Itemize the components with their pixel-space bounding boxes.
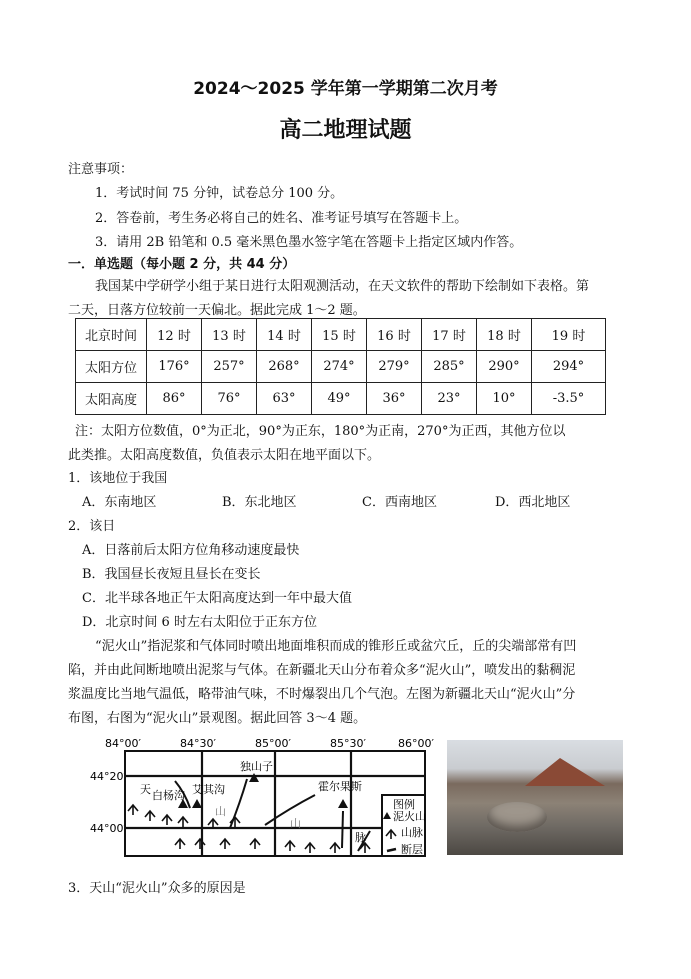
photo-mountain	[525, 758, 605, 786]
table-cell: 268°	[257, 351, 312, 383]
table-cell: 12 时	[147, 319, 202, 351]
table-cell: 15 时	[312, 319, 367, 351]
option: A．东南地区	[82, 495, 157, 510]
intro-line: “泥火山”指泥浆和气体同时喷出地面堆积而成的锥形丘或盆穴丘，丘的尖端部常有凹	[95, 639, 577, 654]
range-char: 山	[290, 817, 301, 830]
place-label: 霍尔果斯	[318, 780, 362, 793]
table-cell: -3.5°	[532, 383, 606, 415]
table-cell: 10°	[477, 383, 532, 415]
intro-line: 浆温度比当地气温低，略带油气味，不时爆裂出几个气泡。左图为新疆北天山“泥火山”分	[68, 687, 576, 702]
table-cell: 285°	[422, 351, 477, 383]
table-cell: 太阳高度	[76, 383, 147, 415]
table-cell: 23°	[422, 383, 477, 415]
table-cell: 176°	[147, 351, 202, 383]
option: B．我国昼长夜短且昼长在变长	[82, 567, 261, 582]
legend-mountain: 山脉	[401, 826, 423, 839]
table-cell: 北京时间	[76, 319, 147, 351]
legend-mud: 泥火山	[393, 810, 426, 823]
range-char: 山	[215, 805, 226, 818]
lon-label: 84°30′	[180, 737, 216, 750]
exam-title: 2024～2025 学年第一学期第二次月考	[193, 79, 498, 99]
note-item: 3．请用 2B 铅笔和 0.5 毫米黑色墨水签字笔在答题卡上指定区域内作答。	[95, 235, 523, 250]
table-cell: 49°	[312, 383, 367, 415]
note-item: 2．答卷前，考生务必将自己的姓名、准考证号填写在答题卡上。	[95, 211, 468, 226]
table-cell: 18 时	[477, 319, 532, 351]
table-cell: 36°	[367, 383, 422, 415]
option: D．西北地区	[495, 495, 571, 510]
place-label: 独山子	[240, 760, 273, 773]
place-label: 艾其沟	[192, 783, 225, 796]
table-note: 注：太阳方位数值，0°为正北，90°为正东，180°为正南，270°为正西，其他方位以	[75, 424, 566, 439]
intro-line: 布图，右图为“泥火山”景观图。据此回答 3～4 题。	[68, 711, 367, 726]
table-cell: 294°	[532, 351, 606, 383]
table-cell: 太阳方位	[76, 351, 147, 383]
table-note: 此类推。太阳高度数值，负值表示太阳在地平面以下。	[68, 448, 381, 463]
table-cell: 17 时	[422, 319, 477, 351]
place-label: 白杨沟	[152, 789, 185, 802]
note-item: 1．考试时间 75 分钟，试卷总分 100 分。	[95, 186, 344, 201]
section-heading: 一．单选题（每小题 2 分，共 44 分）	[68, 257, 296, 272]
question-stem: 3．天山“泥火山”众多的原因是	[68, 881, 246, 896]
lat-label: 44°00′	[90, 822, 126, 835]
table-cell: 13 时	[202, 319, 257, 351]
table-cell: 86°	[147, 383, 202, 415]
exam-subtitle: 高二地理试题	[279, 118, 412, 143]
legend-fault: 断层	[401, 843, 423, 856]
table-cell: 63°	[257, 383, 312, 415]
option: B．东北地区	[222, 495, 297, 510]
table-row	[76, 383, 606, 415]
mud-volcano-photo	[447, 740, 623, 855]
range-char: 脉	[355, 831, 366, 844]
range-char: 天	[140, 783, 151, 796]
lat-label: 44°20′	[90, 770, 126, 783]
grid-lines	[125, 751, 425, 856]
mud-volcano-map	[90, 733, 445, 863]
lon-label: 85°00′	[255, 737, 291, 750]
lon-label: 86°00′	[398, 737, 434, 750]
table-row	[76, 351, 606, 383]
option: D．北京时间 6 时左右太阳位于正东方位	[82, 615, 317, 630]
table-cell: 14 时	[257, 319, 312, 351]
table-cell: 19 时	[532, 319, 606, 351]
table-cell: 279°	[367, 351, 422, 383]
table-cell: 257°	[202, 351, 257, 383]
question-stem: 2．该日	[68, 519, 116, 534]
option: A．日落前后太阳方位角移动速度最快	[82, 543, 300, 558]
intro-line: 陷，并由此间断地喷出泥浆与气体。在新疆北天山分布着众多“泥火山”，喷发出的黏稠泥	[68, 663, 576, 678]
lon-label: 85°30′	[330, 737, 366, 750]
notes-heading: 注意事项：	[68, 162, 134, 177]
table-cell: 290°	[477, 351, 532, 383]
table-cell: 16 时	[367, 319, 422, 351]
lon-label: 84°00′	[105, 737, 141, 750]
option: C．西南地区	[362, 495, 437, 510]
table-row	[76, 319, 606, 351]
intro-line: 我国某中学研学小组于某日进行太阳观测活动，在天文软件的帮助下绘制如下表格。第	[95, 279, 590, 294]
intro-line: 二天，日落方位较前一天偏北。据此完成 1～2 题。	[68, 303, 366, 318]
table-cell: 76°	[202, 383, 257, 415]
photo-mud-cone	[487, 802, 547, 832]
option: C．北半球各地正午太阳高度达到一年中最大值	[82, 591, 352, 606]
table-cell: 274°	[312, 351, 367, 383]
sun-observation-table	[75, 318, 606, 415]
legend-title: 图例	[393, 798, 415, 811]
question-stem: 1．该地位于我国	[68, 471, 168, 486]
